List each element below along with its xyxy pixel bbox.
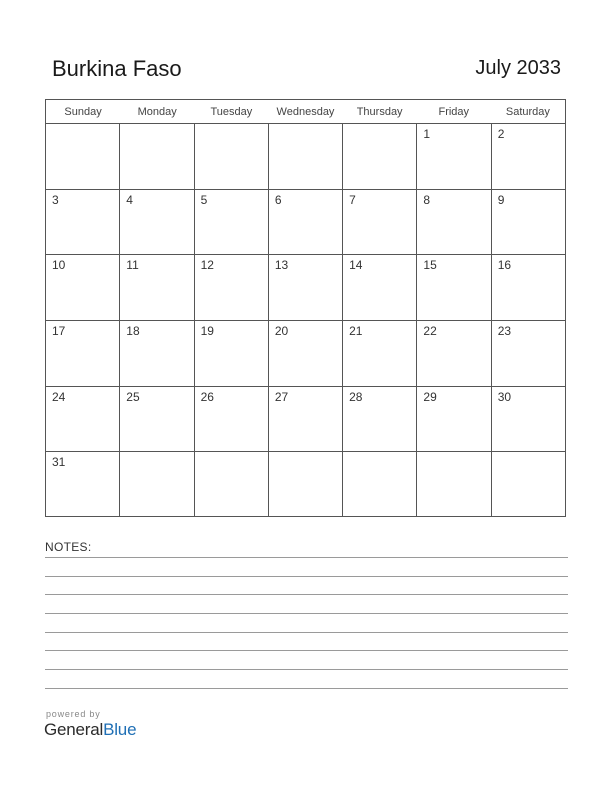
day-cell	[492, 452, 565, 517]
day-number: 22	[423, 324, 437, 339]
day-cell	[195, 452, 269, 517]
weekday-tuesday: Tuesday	[210, 106, 253, 118]
weekday-header-row	[46, 100, 565, 124]
month-calendar-grid	[45, 99, 566, 517]
day-number: 25	[126, 389, 140, 404]
day-cell	[46, 255, 120, 320]
day-number: 30	[497, 389, 512, 404]
day-number: 8	[423, 192, 431, 207]
day-number: 9	[497, 192, 505, 207]
weekday-saturday: Saturday	[505, 106, 550, 118]
day-cell	[269, 387, 343, 452]
day-cell	[343, 452, 417, 517]
week-row	[46, 124, 565, 190]
day-number: 24	[52, 389, 66, 404]
week-row	[46, 255, 565, 321]
month-year-title: July 2033	[475, 57, 561, 79]
note-line	[45, 594, 568, 595]
day-cell	[195, 321, 269, 386]
powered-by-text: powered by	[46, 709, 101, 719]
day-number: 18	[126, 324, 140, 339]
day-cell	[195, 387, 269, 452]
day-number: 2	[497, 127, 505, 141]
note-line	[45, 688, 568, 689]
day-number: 27	[274, 389, 289, 404]
day-number: 21	[349, 324, 363, 339]
day-cell	[120, 255, 194, 320]
day-cell	[269, 255, 343, 320]
day-number: 29	[423, 389, 437, 404]
note-line	[45, 613, 568, 614]
weekday-thursday: Thursday	[356, 106, 403, 118]
day-cell	[120, 387, 194, 452]
weekday-sunday: Sunday	[64, 106, 102, 118]
day-cell	[343, 255, 417, 320]
note-line	[45, 650, 568, 651]
day-cell	[120, 190, 194, 255]
day-cell	[46, 452, 120, 517]
day-number: 15	[423, 258, 437, 273]
day-number: 23	[497, 324, 512, 339]
day-number: 31	[52, 455, 66, 470]
day-cell	[417, 255, 491, 320]
day-cell	[343, 124, 417, 189]
week-row	[46, 321, 565, 387]
day-number: 3	[52, 192, 59, 207]
day-cell	[417, 190, 491, 255]
day-cell	[46, 190, 120, 255]
day-cell	[120, 124, 194, 189]
calendar-header	[0, 0, 612, 100]
day-number: 28	[349, 389, 363, 404]
day-number: 5	[200, 192, 208, 207]
day-cell	[195, 190, 269, 255]
logo-general-text: General	[44, 720, 104, 739]
day-number: 10	[52, 258, 66, 273]
day-cell	[492, 255, 565, 320]
note-line	[45, 576, 568, 577]
day-cell	[492, 387, 565, 452]
day-cell	[417, 321, 491, 386]
weeks-container	[46, 124, 565, 517]
weekday-friday: Friday	[438, 106, 470, 118]
day-number: 19	[200, 324, 214, 339]
note-line	[45, 632, 568, 633]
country-title: Burkina Faso	[52, 56, 182, 81]
week-row	[46, 190, 565, 256]
day-cell	[120, 452, 194, 517]
day-number: 7	[349, 192, 356, 207]
note-line	[45, 557, 568, 558]
day-cell	[195, 124, 269, 189]
day-number: 14	[349, 258, 363, 273]
day-cell	[417, 387, 491, 452]
day-cell	[343, 190, 417, 255]
day-number: 1	[423, 127, 431, 141]
day-cell	[195, 255, 269, 320]
day-cell	[269, 190, 343, 255]
generalblue-branding	[44, 709, 136, 740]
logo-blue-text: Blue	[103, 720, 137, 739]
weekday-monday: Monday	[137, 106, 177, 118]
day-cell	[269, 452, 343, 517]
notes-label: NOTES:	[45, 540, 92, 554]
day-cell	[492, 124, 565, 189]
day-cell	[417, 452, 491, 517]
week-row	[46, 387, 565, 453]
day-number: 11	[126, 258, 139, 273]
day-number: 4	[126, 192, 133, 207]
day-cell	[492, 321, 565, 386]
day-number: 12	[200, 258, 214, 273]
day-cell	[343, 321, 417, 386]
weekday-wednesday: Wednesday	[276, 106, 335, 118]
day-number: 6	[274, 192, 282, 207]
day-cell	[120, 321, 194, 386]
day-number: 13	[274, 258, 289, 273]
week-row	[46, 452, 565, 517]
day-cell	[46, 321, 120, 386]
day-number: 17	[52, 324, 66, 339]
day-number: 26	[200, 389, 214, 404]
day-cell	[46, 387, 120, 452]
day-number: 16	[497, 258, 512, 273]
day-cell	[269, 124, 343, 189]
notes-section	[45, 540, 568, 554]
day-cell	[269, 321, 343, 386]
generalblue-logo	[44, 720, 136, 740]
day-cell	[343, 387, 417, 452]
note-line	[45, 669, 568, 670]
day-cell	[492, 190, 565, 255]
day-number: 20	[274, 324, 289, 339]
day-cell	[46, 124, 120, 189]
day-cell	[417, 124, 491, 189]
